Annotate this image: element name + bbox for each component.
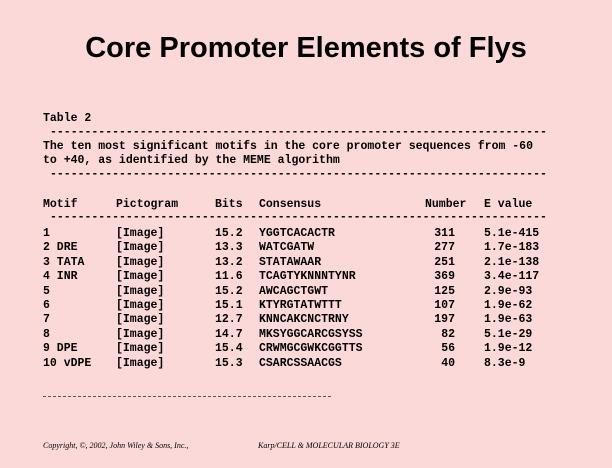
- bottom-rule: [43, 396, 331, 397]
- cell-pictogram: [Image]: [116, 299, 165, 312]
- footer-book: Karp/CELL & MOLECULAR BIOLOGY 3E: [258, 441, 400, 450]
- header-pictogram: Pictogram: [116, 198, 179, 211]
- cell-evalue: 5.1e-29: [484, 327, 533, 341]
- cell-bits: 14.7: [215, 327, 243, 341]
- cell-bits: 15.4: [215, 342, 243, 356]
- cell-pictogram: [Image]: [116, 255, 165, 269]
- table-description-line2: to +40, as identified by the MEME algorithm: [43, 154, 340, 167]
- cell-motif: 2 DRE: [43, 241, 78, 255]
- cell-number: 56: [441, 342, 455, 356]
- cell-motif: 3 TATA: [43, 255, 85, 269]
- cell-number: 82: [441, 327, 455, 341]
- cell-number: 40: [441, 356, 455, 370]
- cell-bits: 15.2: [215, 284, 243, 298]
- table-row: [0, 313, 612, 327]
- header-evalue: E value: [484, 198, 533, 211]
- cell-consensus: KNNCAKCNCTRNY: [259, 313, 349, 327]
- table-row: [0, 299, 612, 313]
- cell-pictogram: [Image]: [116, 284, 165, 298]
- cell-consensus: STATAWAAR: [259, 255, 322, 269]
- table-row: [0, 227, 612, 241]
- cell-pictogram: [Image]: [116, 270, 165, 284]
- cell-number: 311: [434, 227, 455, 240]
- cell-evalue: 5.1e-415: [484, 227, 540, 240]
- cell-consensus: KTYRGTATWTTT: [259, 299, 342, 312]
- cell-number: 251: [434, 255, 455, 269]
- footer-copyright: Copyright, ©, 2002, John Wiley & Sons, Inc.,: [43, 441, 189, 450]
- cell-evalue: 1.9e-63: [484, 313, 533, 327]
- header-number: Number: [425, 198, 467, 211]
- cell-pictogram: [Image]: [116, 241, 165, 255]
- cell-consensus: CRWMGCGWKCGGTTS: [259, 342, 363, 356]
- table-label: Table 2: [43, 112, 92, 125]
- cell-pictogram: [Image]: [116, 342, 165, 356]
- cell-motif: 9 DPE: [43, 342, 78, 356]
- dash-rule-3: ------------------------------------------------------------------------: [50, 211, 547, 224]
- cell-motif: 6: [43, 299, 50, 312]
- cell-evalue: 2.9e-93: [484, 284, 533, 298]
- cell-bits: 15.3: [215, 356, 243, 370]
- cell-motif: 1: [43, 227, 50, 240]
- cell-consensus: AWCAGCTGWT: [259, 284, 329, 298]
- cell-number: 277: [434, 241, 455, 255]
- table-header-row: [0, 198, 612, 212]
- table-row: [0, 342, 612, 356]
- cell-pictogram: [Image]: [116, 356, 165, 370]
- cell-consensus: TCAGTYKNNNTYNR: [259, 270, 356, 284]
- header-consensus: Consensus: [259, 198, 322, 211]
- header-bits: Bits: [215, 198, 243, 211]
- cell-bits: 15.2: [215, 227, 243, 240]
- cell-motif: 7: [43, 313, 50, 327]
- dash-rule-1: ------------------------------------------------------------------------: [50, 126, 547, 139]
- cell-bits: 15.1: [215, 299, 243, 312]
- cell-number: 107: [434, 299, 455, 312]
- cell-evalue: 1.7e-183: [484, 241, 540, 255]
- table-row: [0, 256, 612, 270]
- cell-evalue: 1.9e-12: [484, 342, 533, 356]
- table-row: [0, 270, 612, 284]
- cell-motif: 10 vDPE: [43, 356, 92, 370]
- slide-title: Core Promoter Elements of Flys: [85, 32, 527, 64]
- cell-number: 197: [434, 313, 455, 327]
- cell-pictogram: [Image]: [116, 313, 165, 327]
- cell-number: 125: [434, 284, 455, 298]
- header-motif: Motif: [43, 198, 78, 211]
- cell-bits: 11.6: [215, 270, 243, 284]
- dash-rule-2: ------------------------------------------------------------------------: [50, 168, 547, 181]
- cell-bits: 13.2: [215, 255, 243, 269]
- cell-number: 369: [434, 270, 455, 284]
- cell-consensus: WATCGATW: [259, 241, 315, 255]
- cell-pictogram: [Image]: [116, 327, 165, 341]
- cell-pictogram: [Image]: [116, 227, 165, 240]
- cell-motif: 5: [43, 284, 50, 298]
- table-row: [0, 241, 612, 255]
- cell-bits: 13.3: [215, 241, 243, 255]
- cell-consensus: CSARCSSAACGS: [259, 356, 342, 370]
- cell-evalue: 3.4e-117: [484, 270, 540, 284]
- cell-consensus: MKSYGGCARCGSYSS: [259, 327, 363, 341]
- cell-evalue: 1.9e-62: [484, 299, 533, 312]
- table-row: [0, 357, 612, 371]
- cell-consensus: YGGTCACACTR: [259, 227, 335, 240]
- cell-evalue: 8.3e-9: [484, 356, 526, 370]
- cell-motif: 4 INR: [43, 270, 78, 284]
- cell-bits: 12.7: [215, 313, 243, 327]
- table-description-line1: The ten most significant motifs in the core promoter sequences from -60: [43, 140, 533, 153]
- table-row: [0, 285, 612, 299]
- cell-evalue: 2.1e-138: [484, 255, 540, 269]
- table-row: [0, 328, 612, 342]
- cell-motif: 8: [43, 327, 50, 341]
